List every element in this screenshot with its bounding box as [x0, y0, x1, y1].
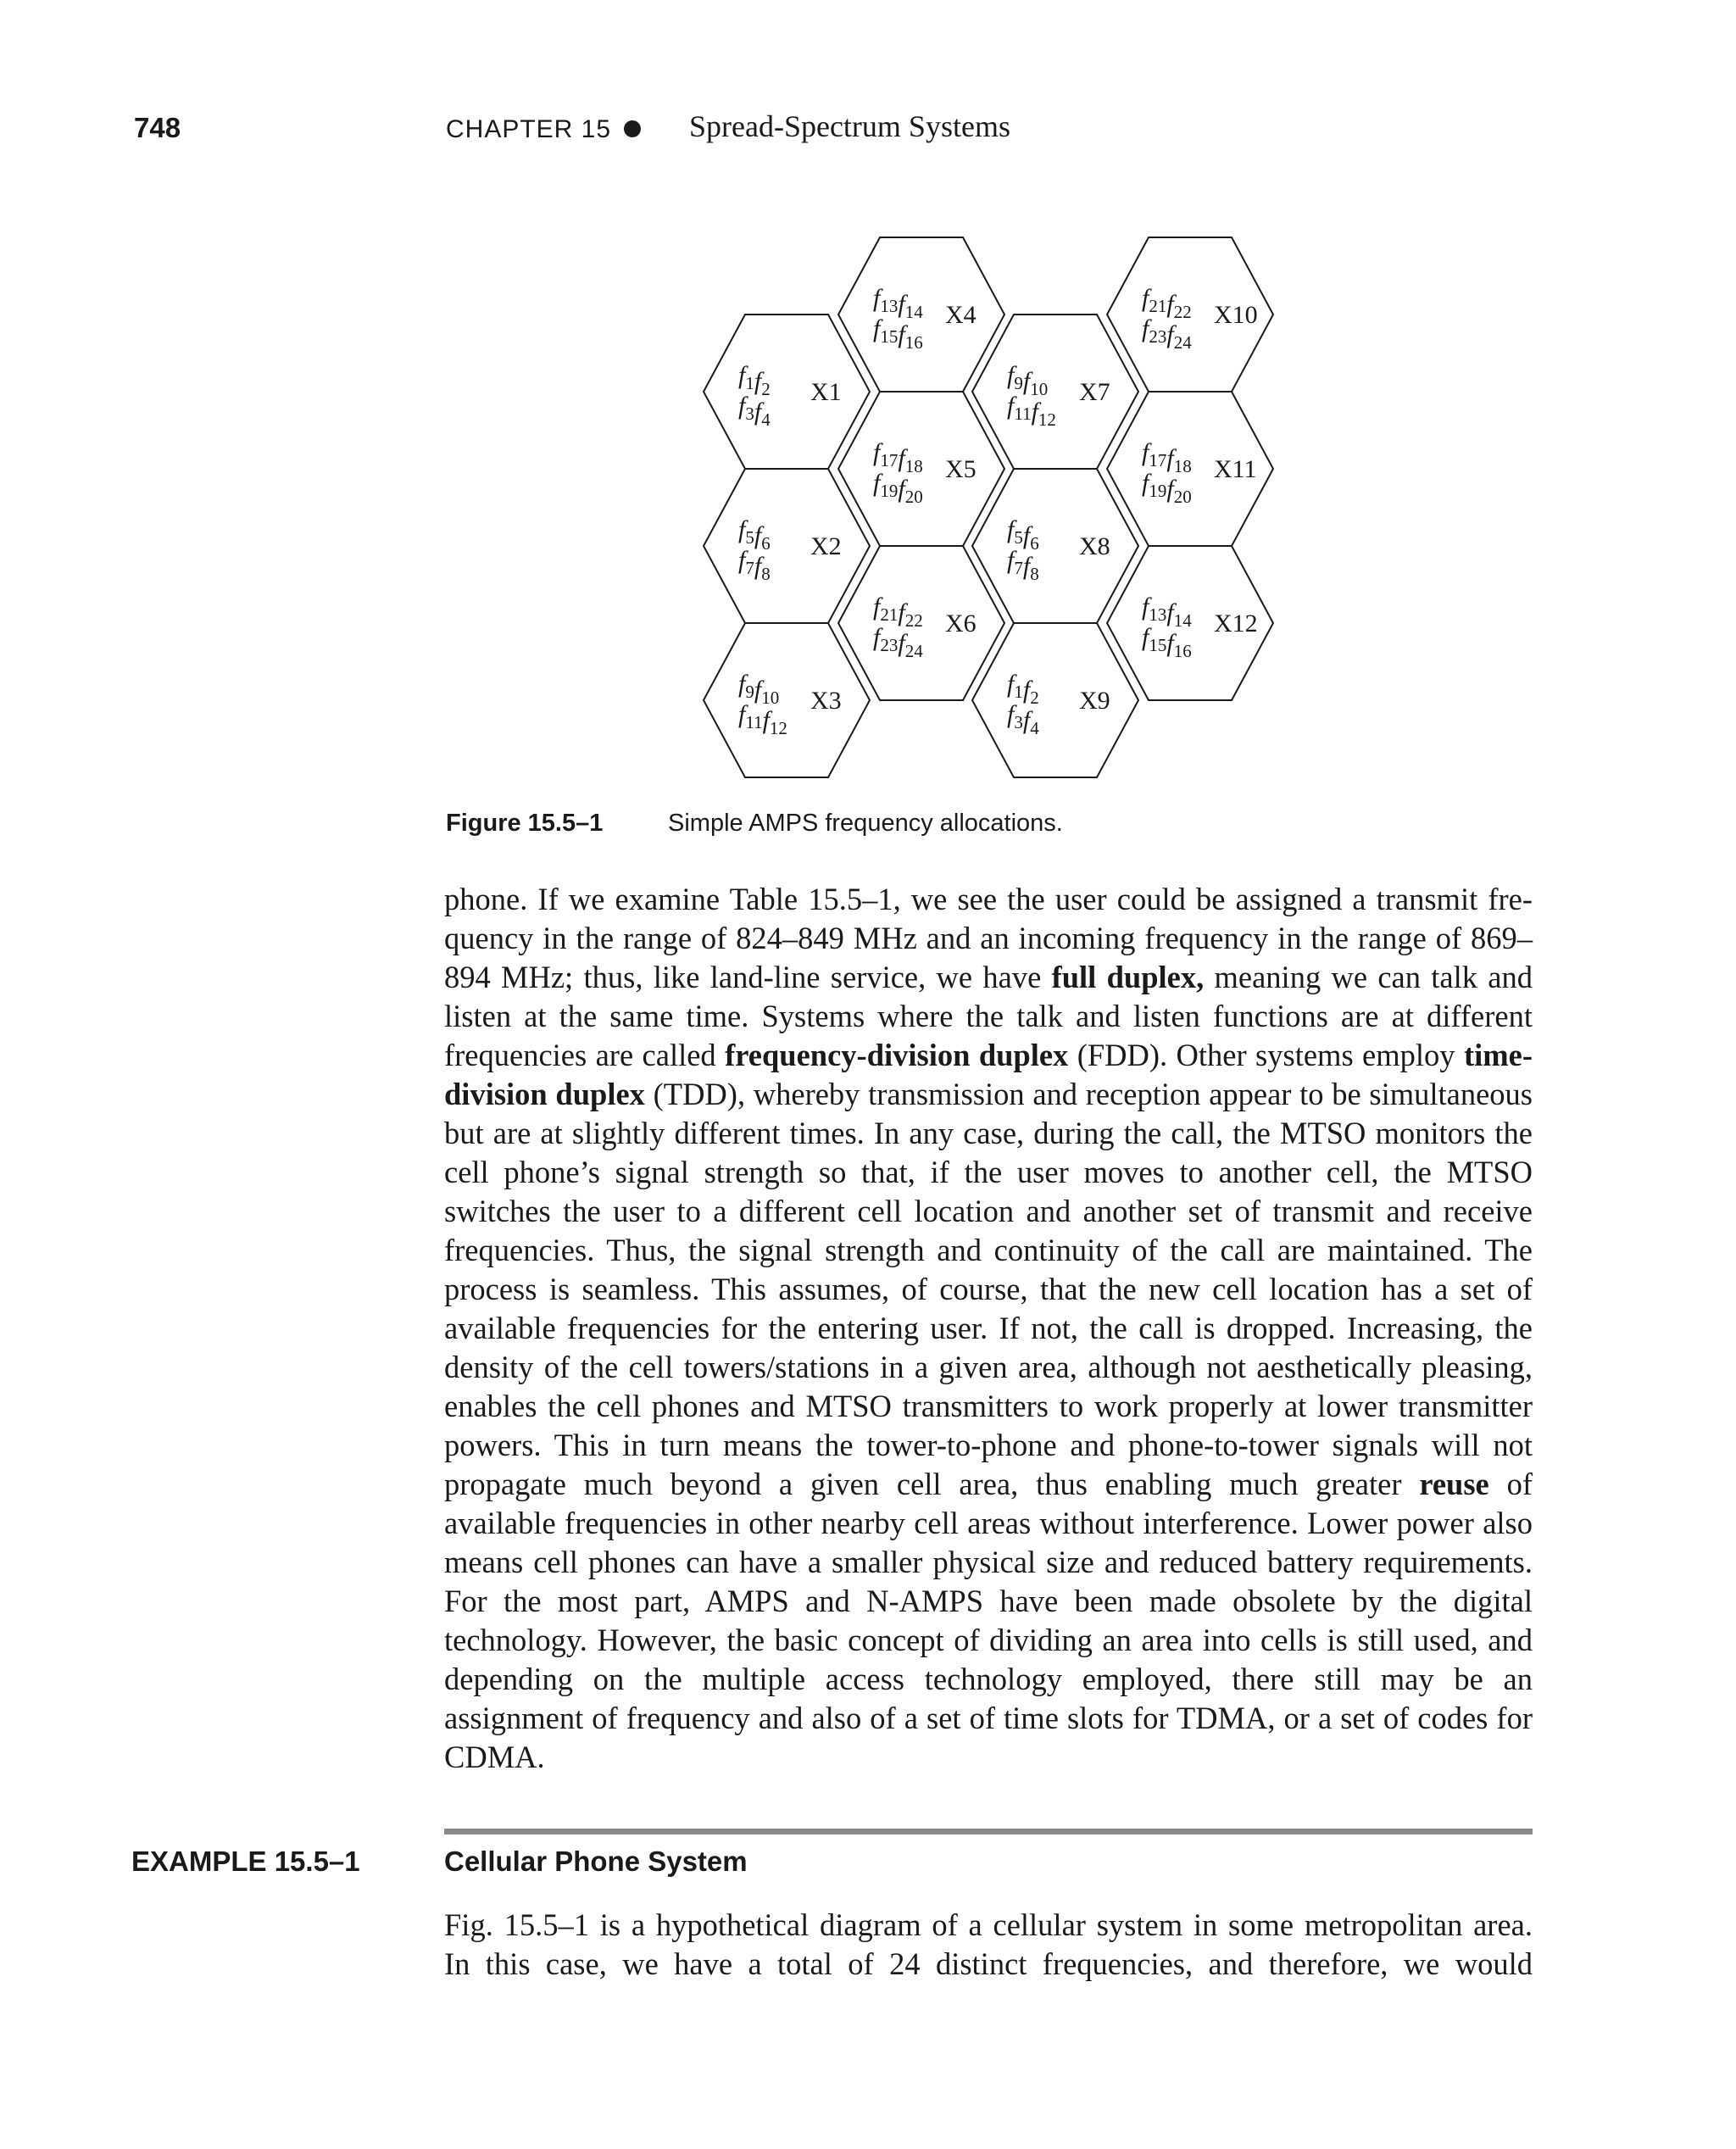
frequency-pair: $f_{11}f_{12}$: [1007, 392, 1056, 430]
frequency-pair: $f_1f_2$: [1007, 670, 1039, 708]
cell-id-label: X9: [1079, 687, 1110, 715]
hex-outline: [704, 315, 870, 469]
cell-id-label: X4: [945, 301, 976, 329]
term-tdd: time-division duplex: [444, 1038, 1533, 1111]
hex-cell-x6: [838, 546, 1004, 700]
body-text-3: (FDD). Other systems employ: [1068, 1038, 1464, 1072]
body-text-2: meaning we can talk and listen at the same time. Systems where the talk and listen functions are at different frequencies are called: [444, 960, 1533, 1072]
hex-cell-x5: [838, 392, 1004, 546]
hex-cell-x9: [972, 623, 1138, 777]
frequency-pair: $f_7f_8$: [1007, 546, 1039, 584]
hex-cell-x3: [704, 623, 870, 777]
hex-outline: [704, 469, 870, 623]
frequency-pair: $f_5f_6$: [738, 515, 771, 554]
frequency-pair: $f_{13}f_{14}$: [873, 284, 923, 322]
frequency-pair: $f_{19}f_{20}$: [873, 469, 923, 507]
frequency-pair: $f_5f_6$: [1007, 515, 1039, 554]
body-text-1: phone. If we examine Table 15.5–1, we see the user could be assigned a transmit frequency in the range of 824–849 MHz and an incoming frequency in the range of 869–894 MHz; thus, like land-line service, we have: [444, 882, 1533, 994]
frequency-pair: $f_{23}f_{24}$: [873, 623, 923, 661]
body-text-5: of available frequencies in other nearby cell areas without interference. Lower power also means cell phones can have a smaller physical size and reduced battery requirements. For the most part, AMPS and N-AMPS have been made obsolete by the digital technology. However, the basic concept of dividing an area into cells is still used, and depending on the multiple access technology employed, there still may be an assignment of frequency and also of a set of time slots for TDMA, or a set of codes for CDMA.: [444, 1467, 1533, 1774]
hex-cell-x1: [704, 315, 870, 469]
term-full-duplex: full duplex,: [1051, 960, 1205, 994]
figure-caption: Simple AMPS frequency allocations.: [668, 810, 1063, 837]
frequency-pair: $f_9f_{10}$: [1007, 361, 1049, 399]
frequency-pair: $f_{21}f_{22}$: [1142, 284, 1192, 322]
example-line-1: Fig. 15.5–1 is a hypothetical diagram of a cellular system in some metropolitan area.: [444, 1907, 1533, 1942]
hex-outline: [972, 315, 1138, 469]
term-reuse: reuse: [1419, 1467, 1489, 1501]
cell-id-label: X1: [810, 378, 842, 406]
cell-id-label: X5: [945, 455, 976, 483]
hex-cell-x4: [838, 237, 1004, 392]
hex-cell-x11: [1107, 392, 1273, 546]
hex-cell-x8: [972, 469, 1138, 623]
hex-cell-x2: [704, 469, 870, 623]
body-text-4: (TDD), whereby transmission and reception appear to be simultaneous but are at slightly different times. In any case, during the call, the MTSO monitors the cell phone’s signal strength so that, if the user moves to another cell, the MTSO switches the user to a different cell location and another set of transmit and receive frequencies. Thus, the signal strength and continuity of the call are maintained. The process is seamless. This assumes, of course, that the new cell location has a set of available frequencies for the entering user. If not, the call is dropped. Increasing, the density of the cell towers/stations in a given area, although not aesthetically pleasing, enables the cell phones and MTSO transmitters to work properly at lower transmitter powers. This in turn means the tower-to-phone and phone-to-tower signals will not propagate much beyond a given cell area, thus enabling much greater: [444, 1077, 1533, 1501]
cell-id-label: X2: [810, 532, 842, 560]
example-label: EXAMPLE 15.5–1: [131, 1846, 360, 1877]
cell-id-label: X8: [1079, 532, 1110, 560]
hex-outline: [972, 469, 1138, 623]
example-title: Cellular Phone System: [444, 1846, 748, 1877]
cell-id-label: X12: [1214, 610, 1258, 637]
example-line-2: In this case, we have a total of 24 distinct frequencies, and therefore, we would: [444, 1946, 1533, 1981]
page-number: 748: [134, 112, 181, 143]
hex-cell-x12: [1107, 546, 1273, 700]
figure-label: Figure 15.5–1: [446, 810, 604, 837]
section-title: Spread-Spectrum Systems: [689, 109, 1010, 143]
term-fdd: frequency-division duplex: [725, 1038, 1069, 1072]
frequency-pair: $f_{11}f_{12}$: [738, 700, 787, 738]
frequency-pair: $f_{17}f_{18}$: [1142, 438, 1192, 476]
cell-id-label: X11: [1214, 455, 1257, 483]
frequency-pair: $f_{17}f_{18}$: [873, 438, 923, 476]
example-divider: [444, 1829, 1533, 1834]
frequency-pair: $f_7f_8$: [738, 546, 771, 584]
frequency-pair: $f_9f_{10}$: [738, 670, 780, 708]
frequency-pair: $f_1f_2$: [738, 361, 771, 399]
cell-id-label: X6: [945, 610, 976, 637]
frequency-pair: $f_{13}f_{14}$: [1142, 593, 1192, 631]
hex-outline: [704, 623, 870, 777]
frequency-pair: $f_{15}f_{16}$: [1142, 623, 1192, 661]
frequency-pair: $f_{19}f_{20}$: [1142, 469, 1192, 507]
frequency-pair: $f_{23}f_{24}$: [1142, 315, 1192, 353]
cell-id-label: X3: [810, 687, 842, 715]
frequency-pair: $f_3f_4$: [1007, 700, 1039, 738]
body-paragraph: [444, 880, 1533, 1777]
hexagon-cell-diagram: [0, 0, 1736, 805]
hex-cell-x7: [972, 315, 1138, 469]
cell-id-label: X10: [1214, 301, 1258, 329]
hex-outline: [972, 623, 1138, 777]
frequency-pair: $f_3f_4$: [738, 392, 771, 430]
example-paragraph: [444, 1906, 1533, 1984]
frequency-pair: $f_{21}f_{22}$: [873, 593, 923, 631]
frequency-pair: $f_{15}f_{16}$: [873, 315, 923, 353]
cell-id-label: X7: [1079, 378, 1110, 406]
chapter-label: CHAPTER 15: [446, 115, 612, 143]
hex-cell-x10: [1107, 237, 1273, 392]
